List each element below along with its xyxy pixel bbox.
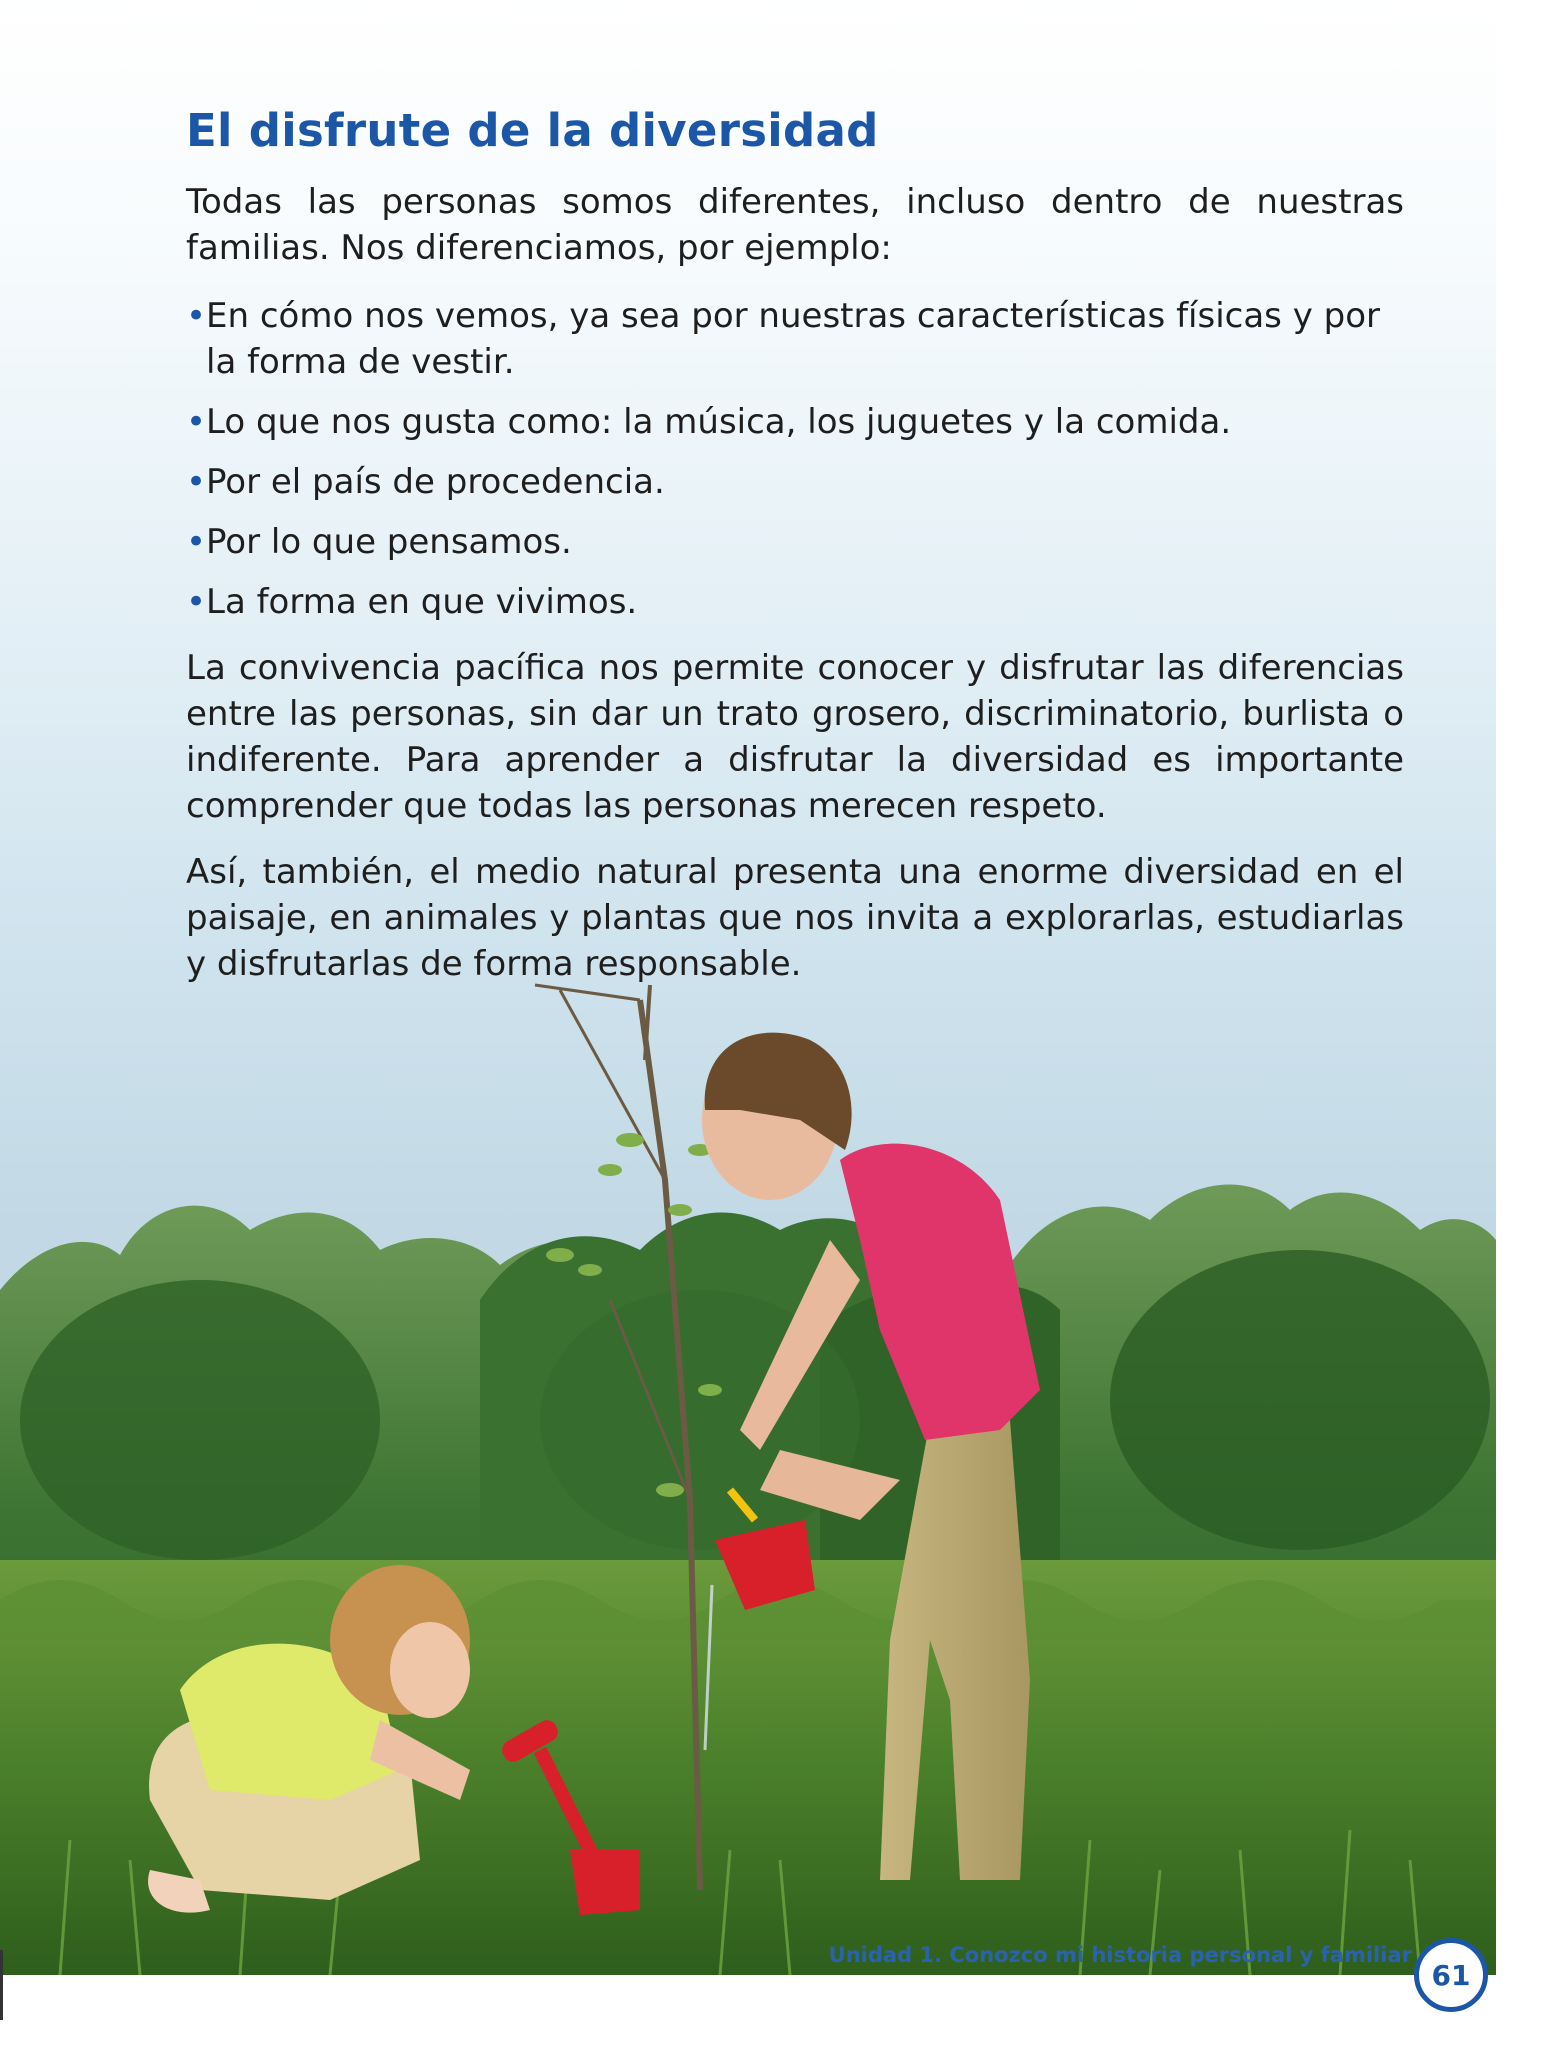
list-item-text: La forma en que vivimos. bbox=[206, 582, 638, 622]
nature-paragraph: Así, también, el medio natural presenta una enorme diversidad en el paisaje, en animales y plantas que nos invita a explorarlas, estudiarlas y disfrutarlas de forma responsable. bbox=[186, 852, 1404, 984]
differences-list bbox=[186, 293, 1404, 625]
bullet-dot: • bbox=[186, 462, 207, 502]
list-item bbox=[186, 459, 1404, 505]
page-title: El disfrute de la diversidad bbox=[186, 104, 879, 157]
list-item bbox=[186, 519, 1404, 565]
list-item-text: En cómo nos vemos, ya sea por nuestras características físicas y por la forma de vestir. bbox=[206, 296, 1380, 382]
unit-footer: Unidad 1. Conozco mi historia personal y familiar bbox=[828, 1943, 1412, 1967]
coexistence-paragraph: La convivencia pacífica nos permite conocer y disfrutar las diferencias entre las personas, sin dar un trato grosero, discriminatorio, burlista o indiferente. Para aprender a disfrutar la diversidad es importante comprender que todas las personas merecen respeto. bbox=[186, 648, 1404, 826]
bullet-dot: • bbox=[186, 402, 207, 442]
list-item-text: Por el país de procedencia. bbox=[206, 462, 665, 502]
bullet-dot: • bbox=[186, 296, 207, 336]
list-item bbox=[186, 399, 1404, 445]
article-content bbox=[186, 95, 1404, 987]
list-item bbox=[186, 579, 1404, 625]
list-item-text: Por lo que pensamos. bbox=[206, 522, 572, 562]
list-item bbox=[186, 293, 1404, 385]
intro-paragraph: Todas las personas somos diferentes, incluso dentro de nuestras familias. Nos diferenciamos, por ejemplo: bbox=[186, 182, 1404, 268]
page-number: 61 bbox=[1414, 1938, 1488, 2012]
bullet-dot: • bbox=[186, 582, 207, 622]
bullet-dot: • bbox=[186, 522, 207, 562]
page-edge-rule bbox=[0, 1950, 3, 2020]
list-item-text: Lo que nos gusta como: la música, los juguetes y la comida. bbox=[206, 402, 1232, 442]
